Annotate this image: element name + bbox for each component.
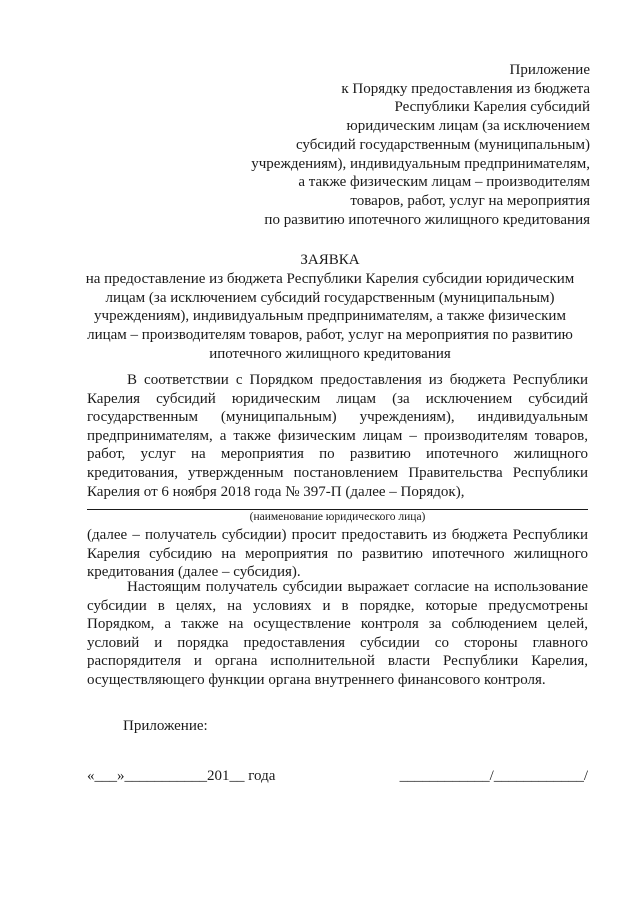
appendix-header [210, 61, 590, 229]
appendix-line: к Порядку предоставления из бюджета [341, 80, 590, 97]
appendix-line: юридическим лицам (за исключением [346, 118, 590, 135]
attachment-label: Приложение: [123, 718, 208, 734]
body-paragraph-2: (далее – получатель субсидии) просит предоставить из бюджета Республики Карелия субсидию на мероприятия по развитию ипотечного жилищного кредитования (далее – субсидия). [87, 527, 588, 581]
body-paragraph-1: В соответствии с Порядком предоставления из бюджета Республики Карелия субсидий юридическим лицам (за исключением субсидий государственным (муниципальным) учреждениям), индивидуальным предпринимателям, а также физическим лицам – производителям товаров, работ, услуг на мероприятия по развитию ипотечного жилищного кредитования, утвержденным постановлением Правительства Республики Карелия от 6 ноября 2018 года № 397-П (далее – Порядок), [87, 372, 588, 500]
body-paragraph-3: Настоящим получатель субсидии выражает согласие на использование субсидии в целях, на условиях и в порядке, которые предусмотрены Порядком, а также на осуществление контроля за соблюдением целей, условий и порядка предоставления субсидии со стороны главного распорядителя и органа исполнительной власти Республики Карелия, осуществляющего функции органа внутреннего финансового контроля. [87, 579, 588, 688]
title-line: лицам – производителям товаров, работ, услуг на мероприятия по развитию [87, 327, 573, 344]
application-title [80, 251, 580, 364]
signature-line: ____________/____________/ [399, 768, 588, 784]
title-line: на предоставление из бюджета Республики Карелия субсидии юридическим [85, 270, 575, 287]
appendix-line: Приложение [509, 62, 590, 78]
title-line: лицам (за исключением субсидий государственным (муниципальным) [105, 289, 555, 306]
title-line: ипотечного жилищного кредитования [209, 345, 451, 362]
title-line: учреждениям), индивидуальным предпринимателям, а также физическим [94, 308, 566, 325]
legal-entity-name-caption: (наименование юридического лица) [249, 511, 426, 523]
title-heading: ЗАЯВКА [300, 252, 360, 268]
appendix-line: субсидий государственным (муниципальным) [295, 136, 590, 153]
appendix-line: Республики Карелия субсидий [394, 99, 590, 116]
appendix-line: а также физическим лицам – производителям [298, 174, 590, 191]
date-line: «___»___________201__ года [87, 768, 276, 784]
appendix-line: товаров, работ, услуг на мероприятия [350, 192, 590, 209]
appendix-line: по развитию ипотечного жилищного кредитования [264, 211, 590, 228]
appendix-line: учреждениям), индивидуальным предпринимателям, [251, 155, 590, 172]
